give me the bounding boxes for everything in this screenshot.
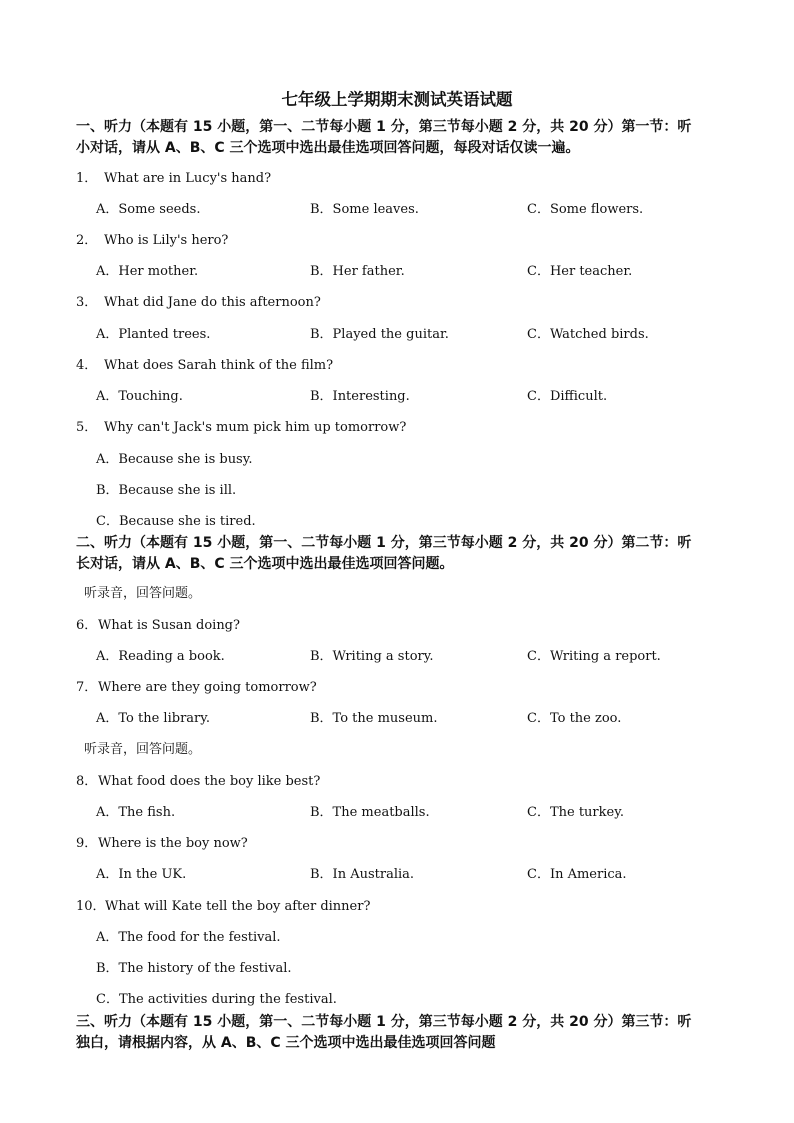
question-text: Where is the boy now?: [98, 836, 248, 851]
option-c[interactable]: C．Difficult.: [527, 389, 608, 404]
section-header-line: 三、听力（本题有 15 小题，第一、二节每小题 1 分，第三节每小题 2 分，共 20 分）第三节：听: [76, 1014, 692, 1030]
section-header-line: 二、听力（本题有 15 小题，第一、二节每小题 1 分，第三节每小题 2 分，共 20 分）第二节：听: [76, 535, 692, 551]
question-text: What is Susan doing?: [98, 618, 240, 633]
option-a[interactable]: A．Some seeds.: [96, 202, 201, 217]
question-number: 2．: [76, 233, 98, 248]
section-header-1: [76, 117, 752, 159]
option-c[interactable]: C．Because she is tired.: [96, 514, 256, 529]
section-header-2: [76, 533, 752, 575]
question-number: 6．: [76, 618, 98, 633]
question-text: Where are they going tomorrow?: [98, 680, 317, 695]
option-a[interactable]: A．Reading a book.: [96, 649, 225, 664]
option-b[interactable]: B．In Australia.: [310, 867, 415, 882]
option-a[interactable]: A．Touching.: [96, 389, 183, 404]
question-number: 1．: [76, 171, 98, 186]
question-text: Who is Lily's hero?: [104, 233, 229, 248]
question-number: 10．: [76, 899, 106, 914]
option-c[interactable]: C．The turkey.: [527, 805, 624, 820]
option-a[interactable]: A．Her mother.: [96, 264, 199, 279]
option-a[interactable]: A．To the library.: [96, 711, 210, 726]
question-10: [76, 895, 370, 914]
option-a[interactable]: A．Because she is busy.: [96, 452, 253, 467]
section-header-line: 一、听力（本题有 15 小题，第一、二节每小题 1 分，第三节每小题 2 分，共 20 分）第一节：听: [76, 119, 692, 135]
question-text: What does Sarah think of the film?: [104, 358, 334, 373]
section-header-line: 小对话，请从 A、B、C 三个选项中选出最佳选项回答问题，每段对话仅读一遍。: [76, 140, 580, 156]
question-number: 5．: [76, 420, 98, 435]
option-b[interactable]: B．Interesting.: [310, 389, 410, 404]
option-c[interactable]: C．Some flowers.: [527, 202, 644, 217]
question-text: What are in Lucy's hand?: [104, 171, 272, 186]
question-number: 4．: [76, 358, 98, 373]
option-c[interactable]: C．Writing a report.: [527, 649, 661, 664]
section-header-3: [76, 1012, 752, 1054]
question-3: [76, 291, 321, 310]
question-number: 9．: [76, 836, 98, 851]
option-a[interactable]: A．Planted trees.: [96, 327, 211, 342]
question-number: 7．: [76, 680, 98, 695]
question-8: [76, 770, 320, 789]
question-text: What food does the boy like best?: [98, 774, 321, 789]
option-b[interactable]: B．Writing a story.: [310, 649, 434, 664]
question-7: [76, 676, 317, 695]
question-number: 8．: [76, 774, 98, 789]
option-b[interactable]: B．The history of the festival.: [96, 961, 292, 976]
question-text: What will Kate tell the boy after dinner?: [105, 899, 371, 914]
instruction-note: 听录音，回答问题。: [84, 742, 202, 757]
question-4: [76, 354, 333, 373]
option-a[interactable]: A．The fish.: [96, 805, 176, 820]
section-header-line: 独白，请根据内容，从 A、B、C 三个选项中选出最佳选项回答问题: [76, 1035, 496, 1051]
option-b[interactable]: B．Her father.: [310, 264, 405, 279]
question-number: 3．: [76, 295, 98, 310]
option-b[interactable]: B．Because she is ill.: [96, 483, 237, 498]
option-c[interactable]: C．The activities during the festival.: [96, 992, 337, 1007]
question-2: [76, 229, 228, 248]
option-b[interactable]: B．Some leaves.: [310, 202, 419, 217]
question-9: [76, 832, 248, 851]
question-text: Why can't Jack's mum pick him up tomorrow?: [104, 420, 407, 435]
option-c[interactable]: C．In America.: [527, 867, 627, 882]
question-text: What did Jane do this afternoon?: [104, 295, 321, 310]
question-1: [76, 167, 271, 186]
option-a[interactable]: A．The food for the festival.: [96, 930, 281, 945]
question-6: [76, 614, 240, 633]
question-5: [76, 416, 406, 435]
option-b[interactable]: B．Played the guitar.: [310, 327, 449, 342]
option-a[interactable]: A．In the UK.: [96, 867, 187, 882]
instruction-note: 听录音，回答问题。: [84, 586, 202, 601]
option-b[interactable]: B．To the museum.: [310, 711, 438, 726]
page-title: 七年级上学期期末测试英语试题: [281, 90, 513, 109]
section-header-line: 长对话，请从 A、B、C 三个选项中选出最佳选项回答问题。: [76, 556, 454, 572]
option-c[interactable]: C．Her teacher.: [527, 264, 633, 279]
option-b[interactable]: B．The meatballs.: [310, 805, 430, 820]
option-c[interactable]: C．Watched birds.: [527, 327, 649, 342]
option-c[interactable]: C．To the zoo.: [527, 711, 622, 726]
